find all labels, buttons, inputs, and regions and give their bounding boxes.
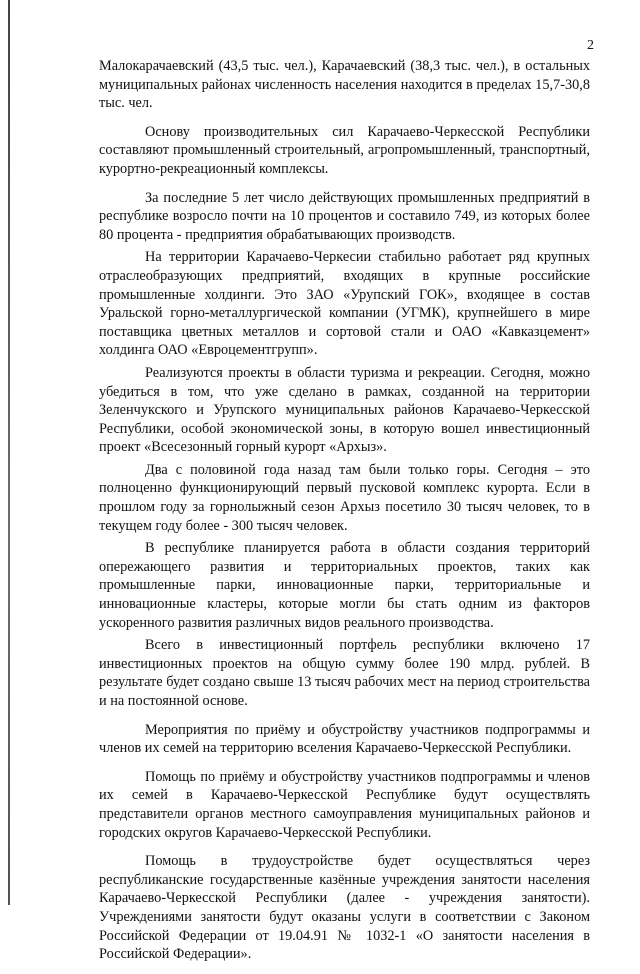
paragraph: Мероприятия по приёму и обустройству участников подпрограммы и членов их семей на территорию вселения Карачаево-Черкесской Республики. bbox=[99, 721, 590, 757]
paragraph: За последние 5 лет число действующих промышленных предприятий в республике возросло почти на 10 процентов и составило 749, из которых более 80 процента - предприятия обрабатывающих производств. bbox=[99, 189, 590, 243]
paragraph: Два с половиной года назад там были только горы. Сегодня – это полноценно функционирующий первый пусковой комплекс курорта. Если в прошлом году за горнолыжный сезон Архыз посетило 30 тысяч человек, то в текущем году более - 300 тысяч человек. bbox=[99, 461, 590, 534]
paragraph: Реализуются проекты в области туризма и рекреации. Сегодня, можно убедиться в том, что уже сделано в рамках, созданной на территории Зеленчукского и Урупского муниципальных районов Карачаево-Черкесской Республики, особой экономической зоны, в которую вошел инвестиционный проект «Всесезонный горный курорт «Архыз». bbox=[99, 364, 590, 456]
paragraph: Всего в инвестиционный портфель республики включено 17 инвестиционных проектов на общую сумму более 190 млрд. рублей. В результате будет создано свыше 13 тысяч рабочих мест на период строительства и на постоянной основе. bbox=[99, 637, 590, 709]
paragraph: В республике планируется работа в области создания территорий опережающего развития и территориальных проектов, таких как промышленные парки, инновационные парки, территориальные и инновационные кластеры, которые могли бы стать одним из факторов ускоренного развития различных видов реального производства. bbox=[99, 540, 590, 631]
scan-edge-line bbox=[8, 0, 10, 905]
document-body bbox=[99, 57, 590, 974]
paragraph: Малокарачаевский (43,5 тыс. чел.), Карачаевский (38,3 тыс. чел.), в остальных муниципальных районах численность населения находится в пределах 15,7-30,8 тыс. чел. bbox=[99, 58, 590, 112]
paragraph: На территории Карачаево-Черкесии стабильно работает ряд крупных отраслеобразующих предприятий, входящих в крупные российские промышленные холдинги. Это ЗАО «Урупский ГОК», входящее в состав Уральской горно-металлургической компании (УГМК), крупнейшего в мире поставщика цветных металлов и сортовой стали и ОАО «Кавказцемент» холдинга ОАО «Евроцементгрупп». bbox=[99, 249, 590, 359]
page-number: 2 bbox=[587, 38, 594, 53]
paragraph: Основу производительных сил Карачаево-Черкесской Республики составляют промышленный строительный, агропромышленный, транспортный, курортно-рекреационный комплексы. bbox=[99, 123, 590, 177]
paragraph: Помощь в трудоустройстве будет осуществляться через республиканские государственные казённые учреждения занятости населения Карачаево-Черкесской Республики (далее - учреждения занятости). Учреждениями занятости будут оказаны услуги в соответствии с Законом Российской Федерации от 19.04.91 № 1032-1 «О занятости населения в Российской Федерации». bbox=[99, 853, 590, 963]
paragraph: Помощь по приёму и обустройству участников подпрограммы и членов их семей в Карачаево-Черкесской Республике будут осуществлять представители органов местного самоуправления муниципальных районов и городских округов Карачаево-Черкесской Республики. bbox=[99, 768, 590, 841]
